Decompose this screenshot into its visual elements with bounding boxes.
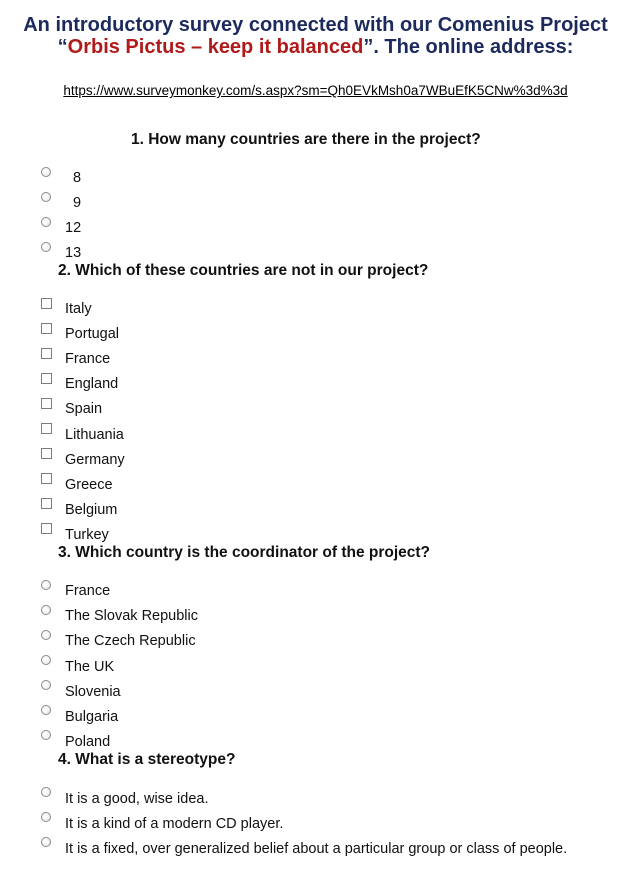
option-label: England: [65, 376, 119, 392]
radio-button[interactable]: [41, 705, 51, 715]
radio-button[interactable]: [41, 730, 51, 740]
q2-option[interactable]: [0, 448, 631, 468]
option-label: Portugal: [65, 326, 120, 342]
option-label: Lithuania: [65, 427, 124, 443]
radio-button[interactable]: [41, 605, 51, 615]
option-label: France: [65, 583, 111, 599]
q2-option[interactable]: [0, 373, 631, 393]
q2-option[interactable]: [0, 298, 631, 318]
option-label: 9: [73, 195, 82, 211]
q1-option[interactable]: [0, 166, 631, 186]
option-label: Greece: [65, 477, 113, 493]
option-label: Turkey: [65, 527, 109, 543]
checkbox[interactable]: [41, 523, 52, 534]
checkbox[interactable]: [41, 473, 52, 484]
radio-button[interactable]: [41, 812, 51, 822]
radio-button[interactable]: [41, 655, 51, 665]
question-1: 1. How many countries are there in the project?: [131, 131, 481, 148]
radio-button[interactable]: [41, 217, 51, 227]
q1-option[interactable]: [0, 241, 631, 261]
q1-option[interactable]: [0, 191, 631, 211]
radio-button[interactable]: [41, 242, 51, 252]
radio-button[interactable]: [41, 787, 51, 797]
radio-button[interactable]: [41, 837, 51, 847]
option-label: Italy: [65, 301, 92, 317]
page-title: [20, 14, 611, 58]
q3-option[interactable]: [0, 629, 631, 649]
option-label: It is a kind of a modern CD player.: [65, 816, 284, 832]
option-label: 8: [73, 170, 82, 186]
option-label: Germany: [65, 452, 125, 468]
option-label: France: [65, 351, 111, 367]
checkbox[interactable]: [41, 323, 52, 334]
q4-option[interactable]: [0, 811, 631, 831]
question-3: 3. Which country is the coordinator of the project?: [58, 544, 431, 561]
project-name: Orbis Pictus – keep it balanced: [67, 36, 364, 58]
q4-option[interactable]: [0, 836, 631, 856]
option-label: The Slovak Republic: [65, 608, 198, 624]
option-label: Poland: [65, 734, 111, 750]
q2-option[interactable]: [0, 323, 631, 343]
q1-option[interactable]: [0, 216, 631, 236]
checkbox[interactable]: [41, 423, 52, 434]
title-text-1: An introductory survey connected with our Comenius Project “: [23, 14, 608, 58]
option-label: Bulgaria: [65, 709, 119, 725]
checkbox[interactable]: [41, 448, 52, 459]
checkbox[interactable]: [41, 498, 52, 509]
q2-option[interactable]: [0, 473, 631, 493]
option-label: Belgium: [65, 502, 118, 518]
checkbox[interactable]: [41, 348, 52, 359]
option-label: 13: [65, 245, 82, 261]
q3-option[interactable]: [0, 729, 631, 749]
option-label: The UK: [65, 659, 115, 675]
survey-link[interactable]: https://www.surveymonkey.com/s.aspx?sm=Qh0EVkMsh0a7WBuEfK5CNw%3d%3d: [63, 83, 568, 98]
question-4: 4. What is a stereotype?: [58, 751, 236, 768]
title-text-2: ”. The online address:: [363, 36, 574, 58]
q2-option[interactable]: [0, 423, 631, 443]
q3-option[interactable]: [0, 704, 631, 724]
option-label: Spain: [65, 401, 103, 417]
radio-button[interactable]: [41, 192, 51, 202]
option-label: It is a good, wise idea.: [65, 791, 209, 807]
option-label: Slovenia: [65, 684, 121, 700]
q3-option[interactable]: [0, 579, 631, 599]
q2-option[interactable]: [0, 523, 631, 543]
q2-option[interactable]: [0, 348, 631, 368]
radio-button[interactable]: [41, 167, 51, 177]
question-2: 2. Which of these countries are not in our project?: [58, 262, 429, 279]
checkbox[interactable]: [41, 373, 52, 384]
radio-button[interactable]: [41, 680, 51, 690]
q3-option[interactable]: [0, 654, 631, 674]
q4-option[interactable]: [0, 786, 631, 806]
q2-option[interactable]: [0, 498, 631, 518]
checkbox[interactable]: [41, 398, 52, 409]
option-label: The Czech Republic: [65, 633, 196, 649]
checkbox[interactable]: [41, 298, 52, 309]
radio-button[interactable]: [41, 580, 51, 590]
q3-option[interactable]: [0, 679, 631, 699]
q3-option[interactable]: [0, 604, 631, 624]
option-label: 12: [65, 220, 82, 236]
q2-option[interactable]: [0, 398, 631, 418]
option-label: It is a fixed, over generalized belief about a particular group or class of people.: [65, 841, 568, 857]
radio-button[interactable]: [41, 630, 51, 640]
